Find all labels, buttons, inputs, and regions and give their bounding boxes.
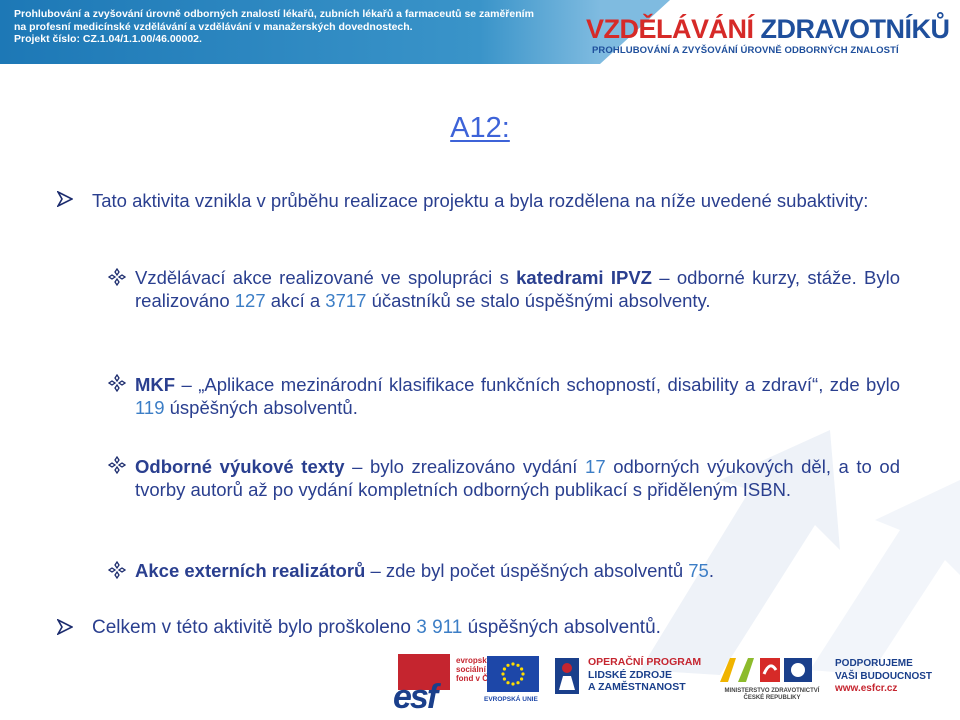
ministry-of-health-logo [718, 654, 816, 684]
oplzz-person-icon [553, 656, 581, 696]
mkf-graduates-count: 119 [135, 397, 165, 418]
diamond-bullet-icon [108, 374, 126, 392]
header-banner [0, 0, 960, 64]
texts-published-count: 17 [585, 456, 606, 477]
diamond-bullet-icon [108, 456, 126, 474]
total-graduates-count: 3 911 [416, 617, 463, 638]
slide-title: A12: [450, 112, 510, 144]
footer-logos [0, 648, 960, 720]
ministry-caption: MINISTERSTVO ZDRAVOTNICTVÍ ČESKÉ REPUBLIKY [724, 688, 820, 701]
eu-caption: EVROPSKÁ UNIE [484, 696, 538, 703]
diamond-bullet-icon [108, 268, 126, 286]
project-description [14, 8, 574, 46]
intro-paragraph: Tato aktivita vznikla v průběhu realizace projektu a byla rozdělena na níže uvedené subaktivity: [92, 190, 869, 211]
logo-word-1: VZDĚLÁVÁNÍ [586, 14, 754, 44]
podporujeme-caption: PODPORUJEME VAŠI BUDOUCNOST www.esfcr.cz [835, 658, 933, 694]
arrow-bullet-icon [57, 619, 73, 635]
project-line-2: na profesní medicínské vzdělávání a vzdělávání v manažerských dovednostech. [14, 20, 413, 33]
arrow-bullet-icon [57, 191, 73, 207]
subactivity-ipvz: Vzdělávací akce realizované ve spolupráci s katedrami IPVZ – odborné kurzy, stáže. Bylo realizováno 127 akcí a 3717 účastníků se stalo úspěšnými absolventy. [135, 267, 901, 311]
vzdelavani-zdravotniku-logo [586, 14, 950, 60]
subactivity-mkf: MKF – „Aplikace mezinárodní klasifikace funkčních schopností, disability a zdraví“, zde bylo 119 úspěšných absolventů. [135, 374, 900, 418]
logo-word-2: ZDRAVOTNÍKŮ [760, 14, 950, 44]
subactivity-external: Akce externích realizátorů – zde byl počet úspěšných absolventů 75. [135, 560, 714, 581]
oplzz-caption: OPERAČNÍ PROGRAM LIDSKÉ ZDROJE A ZAMĚSTNANOST [588, 656, 702, 693]
esf-logo: esf [393, 678, 437, 716]
ipvz-participants-count: 3717 [325, 290, 367, 311]
project-line-1: Prohlubování a zvyšování úrovně odborných znalostí lékařů, zubních lékařů a farmaceutů se zaměřením [14, 8, 534, 20]
project-number: Projekt číslo: CZ.1.04/1.1.00/46.00002. [14, 33, 202, 45]
diamond-bullet-icon [108, 561, 126, 579]
esfcr-url-link[interactable]: www.esfcr.cz [835, 683, 898, 694]
esf-caption: evropský sociální fond v ČR [456, 656, 494, 683]
summary-line: Celkem v této aktivitě bylo proškoleno 3 911 úspěšných absolventů. [92, 617, 661, 638]
external-graduates-count: 75 [688, 560, 709, 581]
subactivity-texts: Odborné výukové texty – bylo zrealizováno vydání 17 odborných výukových děl, a to od tvorby autorů až po vydání kompletních odborných publikací s přiděleným ISBN. [135, 456, 901, 500]
ipvz-actions-count: 127 [234, 290, 266, 311]
logo-subtitle: PROHLUBOVÁNÍ A ZVYŠOVÁNÍ ÚROVNĚ ODBORNÝCH ZNALOSTÍ [592, 45, 899, 56]
eu-flag-icon [487, 656, 539, 692]
